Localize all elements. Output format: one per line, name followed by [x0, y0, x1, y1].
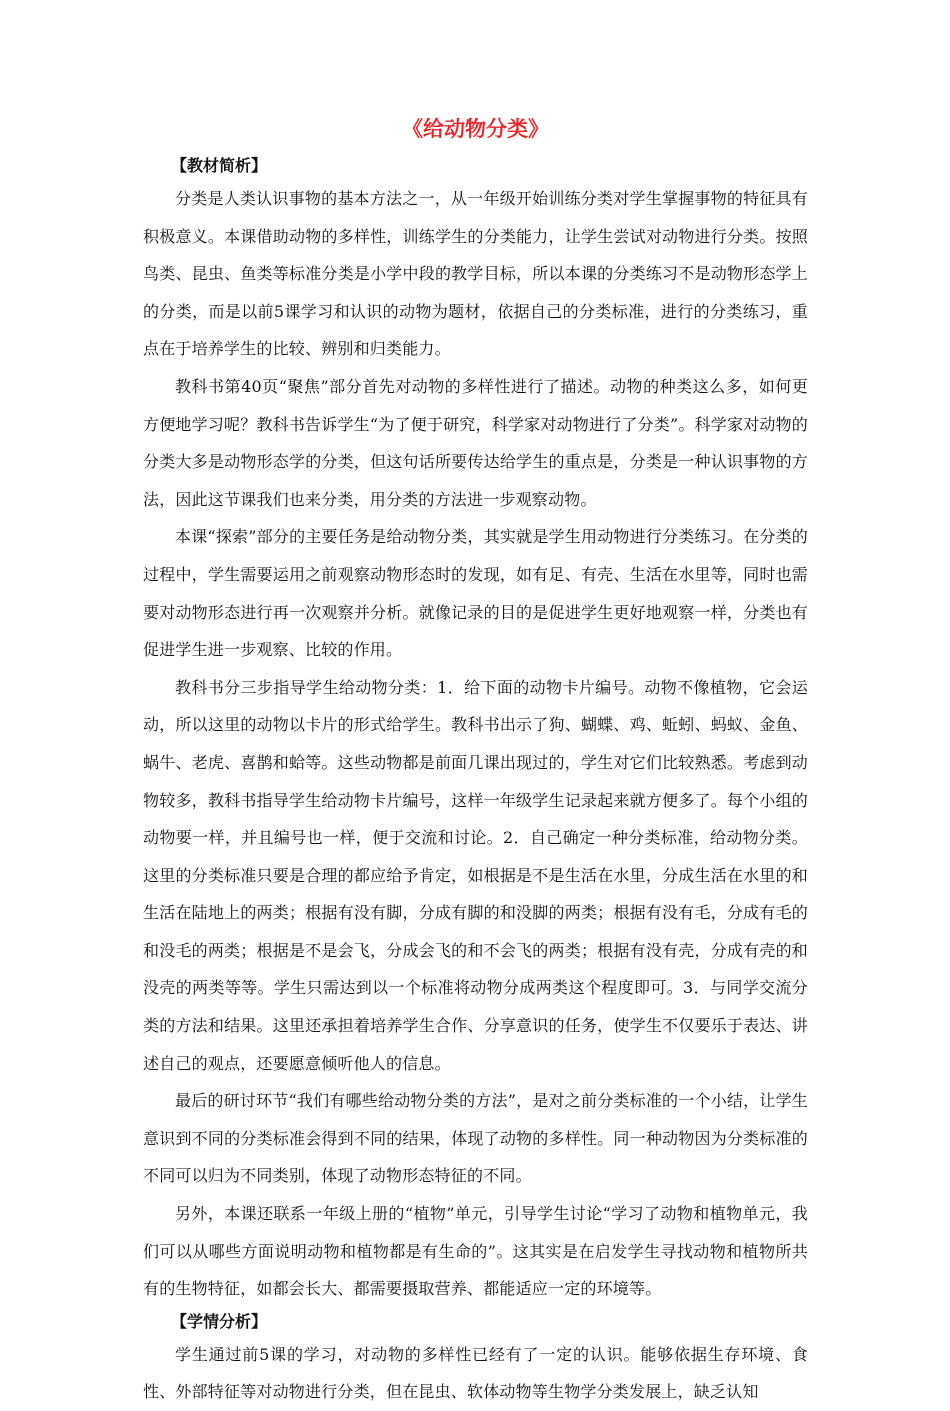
- paragraph: 教科书分三步指导学生给动物分类：1．给下面的动物卡片编号。动物不像植物，它会运动，所以这里的动物以卡片的形式给学生。教科书出示了狗、蝴蝶、鸡、蚯蚓、蚂蚁、金鱼、蜗牛、老虎、喜鹊和蛤等。这些动物都是前面几课出现过的，学生对它们比较熟悉。考虑到动物较多，教科书指导学生给动物卡片编号，这样一年级学生记录起来就方便多了。每个小组的动物要一样，并且编号也一样，便于交流和讨论。2．自己确定一种分类标准，给动物分类。这里的分类标准只要是合理的都应给予肯定，如根据是不是生活在水里，分成生活在水里的和生活在陆地上的两类；根据有没有脚，分成有脚的和没脚的两类；根据有没有毛，分成有毛的和没毛的两类；根据是不是会飞，分成会飞的和不会飞的两类；根据有没有壳，分成有壳的和没壳的两类等等。学生只需达到以一个标准将动物分成两类这个程度即可。3．与同学交流分类的方法和结果。这里还承担着培养学生合作、分享意识的任务，使学生不仅要乐于表达、讲述自己的观点，还要愿意倾听他人的信息。: [143, 677, 808, 1073]
- paragraph: 学生通过前5课的学习，对动物的多样性已经有了一定的认识。能够依据生存环境、食性、外部特征等对动物进行分类，但在昆虫、软体动物等生物学分类发展上，缺乏认知: [143, 1344, 808, 1402]
- paragraph: 另外，本课还联系一年级上册的“植物”单元，引导学生讨论“学习了动物和植物单元，我们可以从哪些方面说明动物和植物都是有生命的”。这其实是在启发学生寻找动物和植物所共有的生物特征，如都会长大、都需要摄取营养、都能适应一定的环境等。: [143, 1204, 808, 1299]
- paragraph: 教科书第40页“聚焦”部分首先对动物的多样性进行了描述。动物的种类这么多，如何更方便地学习呢？教科书告诉学生“为了便于研究，科学家对动物进行了分类”。科学家对动物的分类大多是动物形态学的分类，但这句话所要传达给学生的重点是，分类是一种认识事物的方法，因此这节课我们也来分类，用分类的方法进一步观察动物。: [143, 376, 808, 509]
- paragraph: 分类是人类认识事物的基本方法之一，从一年级开始训练分类对学生掌握事物的特征具有积极意义。本课借助动物的多样性，训练学生的分类能力，让学生尝试对动物进行分类。按照鸟类、昆虫、鱼类等标准分类是小学中段的教学目标，所以本课的分类练习不是动物形态学上的分类，而是以前5课学习和认识的动物为题材，依据自己的分类标准，进行的分类练习，重点在于培养学生的比较、辨别和归类能力。: [143, 189, 808, 359]
- section-student-analysis: [143, 1308, 808, 1411]
- document-page: [143, 112, 808, 1411]
- paragraph: 最后的研讨环节“我们有哪些给动物分类的方法”，是对之前分类标准的一个小结，让学生意识到不同的分类标准会得到不同的结果，体现了动物的多样性。同一种动物因为分类标准的不同可以归为不同类别，体现了动物形态特征的不同。: [143, 1091, 808, 1186]
- document-title: 《给动物分类》: [402, 117, 549, 141]
- section-heading: 【教材简析】: [171, 156, 268, 175]
- section-textbook-analysis: [143, 152, 808, 1308]
- section-heading: 【学情分析】: [171, 1311, 268, 1331]
- paragraph: 本课“探索”部分的主要任务是给动物分类，其实就是学生用动物进行分类练习。在分类的过程中，学生需要运用之前观察动物形态时的发现，如有足、有壳、生活在水里等，同时也需要对动物形态进行再一次观察并分析。就像记录的目的是促进学生更好地观察一样，分类也有促进学生进一步观察、比较的作用。: [143, 527, 808, 660]
